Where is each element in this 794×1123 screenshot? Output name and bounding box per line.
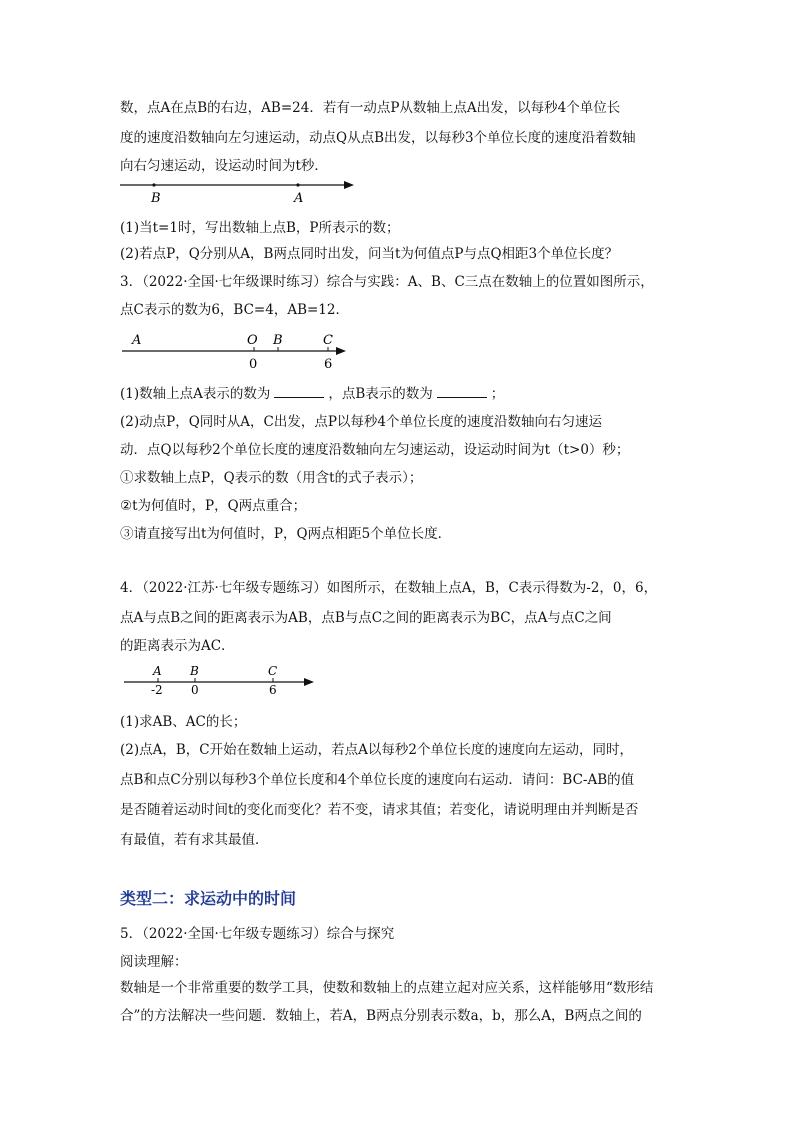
p3-label-o: O xyxy=(247,333,258,348)
p4-number-line xyxy=(118,660,328,700)
p2-number-line xyxy=(118,176,363,208)
p3-number-line xyxy=(118,328,358,372)
p2-q2: (2)若点P，Q分别从A，B两点同时出发，问当t为何值点P与点Q相距3个单位长度？ xyxy=(120,246,619,262)
p4-q2c: 是否随着运动时间t的变化而变化？若不变，请求其值；若变化，请说明理由并判断是否 xyxy=(120,802,639,818)
p2-line3: 向右匀速运动，设运动时间为t秒． xyxy=(120,158,328,174)
p3-tick-0: 0 xyxy=(249,357,258,372)
p4-q1: (1)求AB、AC的长； xyxy=(120,714,247,730)
p3-tick-6: 6 xyxy=(324,357,333,372)
answer-blank-1[interactable] xyxy=(274,385,324,398)
p3-s2: ②t为何值时，P，Q两点重合； xyxy=(120,498,307,514)
p4-line3: 的距离表示为AC． xyxy=(120,638,235,654)
p3-q1-text-c: ； xyxy=(490,386,505,402)
p3-line1: 3．（2022·全国·七年级课时练习）综合与实践：A、B、C三点在数轴上的位置如图所示， xyxy=(120,274,654,290)
p4-tick-neg2: -2 xyxy=(151,683,163,697)
p4-line1: 4．（2022·江苏·七年级专题练习）如图所示，在数轴上点A，B，C表示得数为-2，0，6， xyxy=(120,580,658,596)
answer-blank-2[interactable] xyxy=(437,385,487,398)
p3-q1 xyxy=(120,382,504,402)
p2-q1: (1)当t=1时，写出数轴上点B，P所表示的数； xyxy=(120,220,400,236)
p3-label-b: B xyxy=(273,333,283,348)
p2-label-b: B xyxy=(151,191,161,206)
p4-label-b: B xyxy=(190,664,199,678)
p4-q2a: (2)点A，B，C开始在数轴上运动，若点A以每秒2个单位长度的速度向左运动，同时， xyxy=(120,742,633,758)
p4-tick-0: 0 xyxy=(191,683,199,697)
p5-line4: 合”的方法解决一些问题．数轴上，若A，B两点分别表示数a，b，那么A，B两点之间的 xyxy=(120,1008,642,1024)
p4-q2b: 点B和点C分别以每秒3个单位长度和4个单位长度的速度向右运动．请问：BC-AB的值 xyxy=(120,772,635,788)
p5-line3: 数轴是一个非常重要的数学工具，使数和数轴上的点建立起对应关系，这样能够用“数形结 xyxy=(120,980,654,996)
p2-label-a: A xyxy=(294,191,304,206)
p3-s3: ③请直接写出t为何值时，P，Q两点相距5个单位长度． xyxy=(120,526,452,542)
p4-label-c: C xyxy=(268,664,278,678)
p4-tick-6: 6 xyxy=(269,683,277,697)
p3-label-a: A xyxy=(132,333,142,348)
p5-line2: 阅读理解： xyxy=(120,954,188,970)
p3-q2b: 动．点Q以每秒2个单位长度的速度沿数轴向左匀速运动，设运动时间为t（t>0）秒； xyxy=(120,442,630,458)
p4-q2d: 有最值，若有求其最值． xyxy=(120,832,269,848)
p3-q1-text-a: (1)数轴上点A表示的数为 xyxy=(120,386,271,402)
p3-s1: ①求数轴上点P，Q表示的数（用含t的式子表示）； xyxy=(120,470,423,486)
p3-q2a: (2)动点P，Q同时从A，C出发，点P以每秒4个单位长度的速度沿数轴向右匀速运 xyxy=(120,414,603,430)
p4-line2: 点A与点B之间的距离表示为AB，点B与点C之间的距离表示为BC，点A与点C之间 xyxy=(120,610,612,626)
p5-line1: 5．（2022·全国·七年级专题练习）综合与探究 xyxy=(120,926,395,942)
p3-q1-text-b: ，点B表示的数为 xyxy=(328,386,433,402)
p4-label-a: A xyxy=(153,664,162,678)
p3-label-c: C xyxy=(323,333,333,348)
p2-line1: 数，点A在点B的右边，AB=24．若有一动点P从数轴上点A出发，以每秒4个单位长 xyxy=(120,100,621,116)
section-heading: 类型二：求运动中的时间 xyxy=(120,889,297,908)
p2-line2: 度的速度沿数轴向左匀速运动，动点Q从点B出发，以每秒3个单位长度的速度沿着数轴 xyxy=(120,130,636,146)
p3-line2: 点C表示的数为6，BC=4，AB=12． xyxy=(120,302,349,318)
